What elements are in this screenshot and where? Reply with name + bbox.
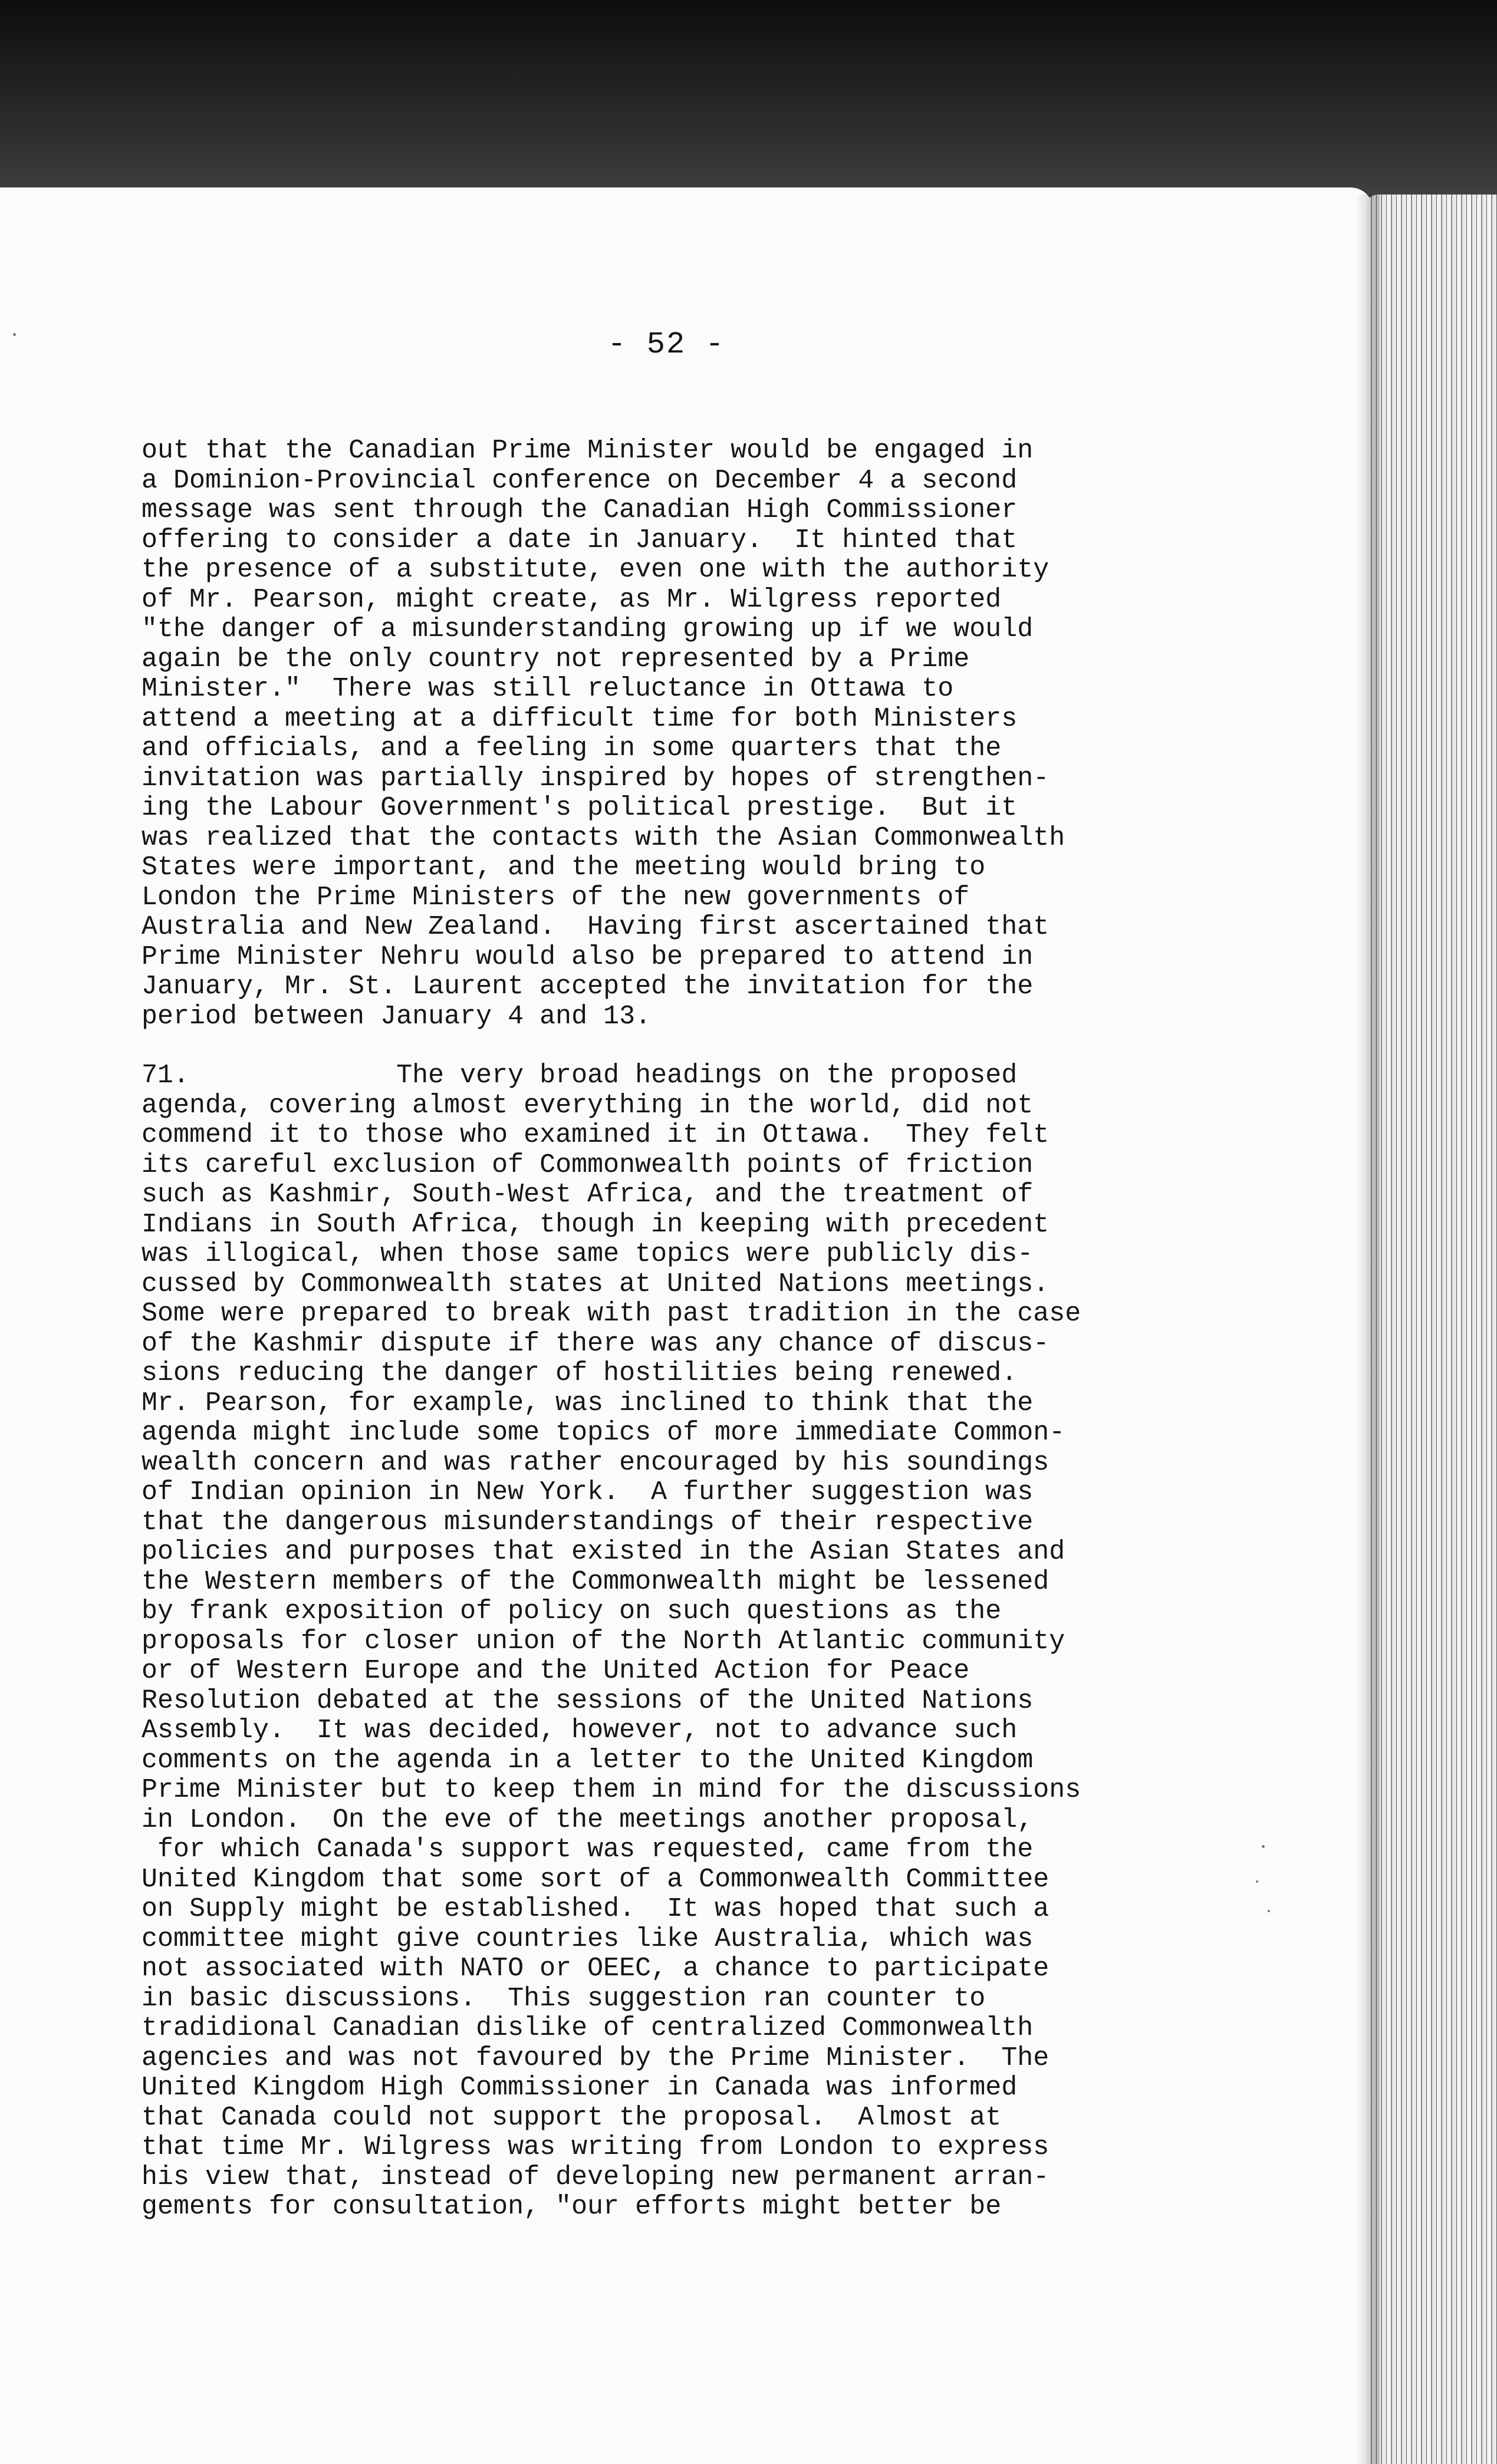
text-line: in London. On the eve of the meetings another proposal, [142, 1804, 1034, 1835]
text-line: "the danger of a misunderstanding growing up if we would [142, 614, 1034, 644]
text-line: out that the Canadian Prime Minister would be engaged in [142, 436, 1034, 466]
text-line: 71. The very broad headings on the proposed [142, 1060, 1018, 1091]
text-line: a Dominion-Provincial conference on December 4 a second [142, 465, 1018, 496]
page-edge-shadow [1356, 195, 1380, 2464]
scan-speck [1262, 1845, 1265, 1848]
text-line: by frank exposition of policy on such questions as the [142, 1596, 1002, 1626]
text-line: invitation was partially inspired by hopes of strengthen- [142, 763, 1049, 793]
text-line: Resolution debated at the sessions of the United Nations [142, 1685, 1034, 1716]
text-line: tradidional Canadian dislike of centralized Commonwealth [142, 2013, 1034, 2043]
text-line: comments on the agenda in a letter to the United Kingdom [142, 1745, 1034, 1775]
text-line: not associated with NATO or OEEC, a chance to participate [142, 1954, 1049, 1984]
text-line: Prime Minister Nehru would also be prepared to attend in [142, 941, 1034, 972]
text-line: agenda might include some topics of more immediate Common- [142, 1418, 1065, 1448]
text-line: of Mr. Pearson, might create, as Mr. Wilgress reported [142, 584, 1002, 615]
text-line: policies and purposes that existed in the Asian States and [142, 1537, 1065, 1567]
text-line: Assembly. It was decided, however, not to advance such [142, 1715, 1018, 1745]
text-line: commend it to those who examined it in Ottawa. They felt [142, 1120, 1049, 1150]
text-line: agenda, covering almost everything in the world, did not [142, 1090, 1034, 1121]
text-line: January, Mr. St. Laurent accepted the invitation for the [142, 971, 1034, 1002]
text-line: Indians in South Africa, though in keeping with precedent [142, 1209, 1049, 1240]
text-line: the presence of a substitute, even one with the authority [142, 555, 1049, 585]
text-line: wealth concern and was rather encouraged by his soundings [142, 1447, 1049, 1478]
text-line: his view that, instead of developing new permanent arran- [142, 2162, 1049, 2192]
text-line: sions reducing the danger of hostilities being renewed. [142, 1358, 1018, 1388]
text-line: was illogical, when those same topics were publicly dis- [142, 1239, 1034, 1269]
text-line: its careful exclusion of Commonwealth points of friction [142, 1149, 1034, 1180]
text-line: the Western members of the Commonwealth might be lessened [142, 1566, 1049, 1597]
scan-speck [13, 333, 16, 336]
text-line: and officials, and a feeling in some quarters that the [142, 733, 1002, 763]
text-line: message was sent through the Canadian High Commissioner [142, 495, 1018, 525]
text-line: of Indian opinion in New York. A further suggestion was [142, 1477, 1034, 1507]
text-line: United Kingdom that some sort of a Commonwealth Committee [142, 1864, 1049, 1895]
scan-speck [1268, 1910, 1270, 1912]
text-line: for which Canada's support was requested, came from the [142, 1834, 1034, 1865]
text-line: on Supply might be established. It was hoped that such a [142, 1894, 1049, 1924]
text-line: Australia and New Zealand. Having first ascertained that [142, 912, 1049, 942]
text-line: proposals for closer union of the North Atlantic community [142, 1626, 1065, 1656]
scan-background [0, 0, 1497, 212]
text-line: committee might give countries like Australia, which was [142, 1923, 1034, 1954]
text-line: was realized that the contacts with the Asian Commonwealth [142, 822, 1065, 853]
paragraph [142, 436, 1262, 1032]
paragraph [142, 1061, 1262, 2222]
text-line: in basic discussions. This suggestion ran counter to [142, 1983, 986, 2014]
text-line: or of Western Europe and the United Action for Peace [142, 1656, 970, 1686]
text-line: Some were prepared to break with past tradition in the case [142, 1299, 1081, 1329]
text-line: Minister." There was still reluctance in Ottawa to [142, 674, 954, 704]
text-line: States were important, and the meeting would bring to [142, 852, 986, 882]
page-edges [1367, 195, 1497, 2464]
body-text [142, 436, 1262, 2222]
text-line: that time Mr. Wilgress was writing from London to express [142, 2132, 1049, 2162]
text-line: gements for consultation, "our efforts might better be [142, 2192, 1002, 2222]
text-line: United Kingdom High Commissioner in Canada was informed [142, 2073, 1018, 2103]
text-line: agencies and was not favoured by the Prime Minister. The [142, 2043, 1049, 2073]
text-line: such as Kashmir, South-West Africa, and the treatment of [142, 1180, 1034, 1210]
paragraph-gap [142, 1032, 1262, 1061]
text-line: Mr. Pearson, for example, was inclined to think that the [142, 1388, 1034, 1418]
scan-speck [1256, 1880, 1258, 1883]
text-line: period between January 4 and 13. [142, 1001, 652, 1032]
text-line: offering to consider a date in January. It hinted that [142, 525, 1018, 555]
text-line: ing the Labour Government's political prestige. But it [142, 793, 1018, 823]
text-line: Prime Minister but to keep them in mind for the discussions [142, 1775, 1081, 1805]
text-line: of the Kashmir dispute if there was any chance of discus- [142, 1328, 1049, 1359]
page-number: - 52 - [607, 327, 725, 362]
text-line: that the dangerous misunderstandings of their respective [142, 1507, 1034, 1537]
text-line: again be the only country not represented by a Prime [142, 644, 970, 674]
text-line: that Canada could not support the proposal. Almost at [142, 2102, 1002, 2133]
text-line: attend a meeting at a difficult time for both Ministers [142, 703, 1018, 734]
text-line: London the Prime Ministers of the new governments of [142, 882, 970, 913]
text-line: cussed by Commonwealth states at United Nations meetings. [142, 1269, 1049, 1299]
